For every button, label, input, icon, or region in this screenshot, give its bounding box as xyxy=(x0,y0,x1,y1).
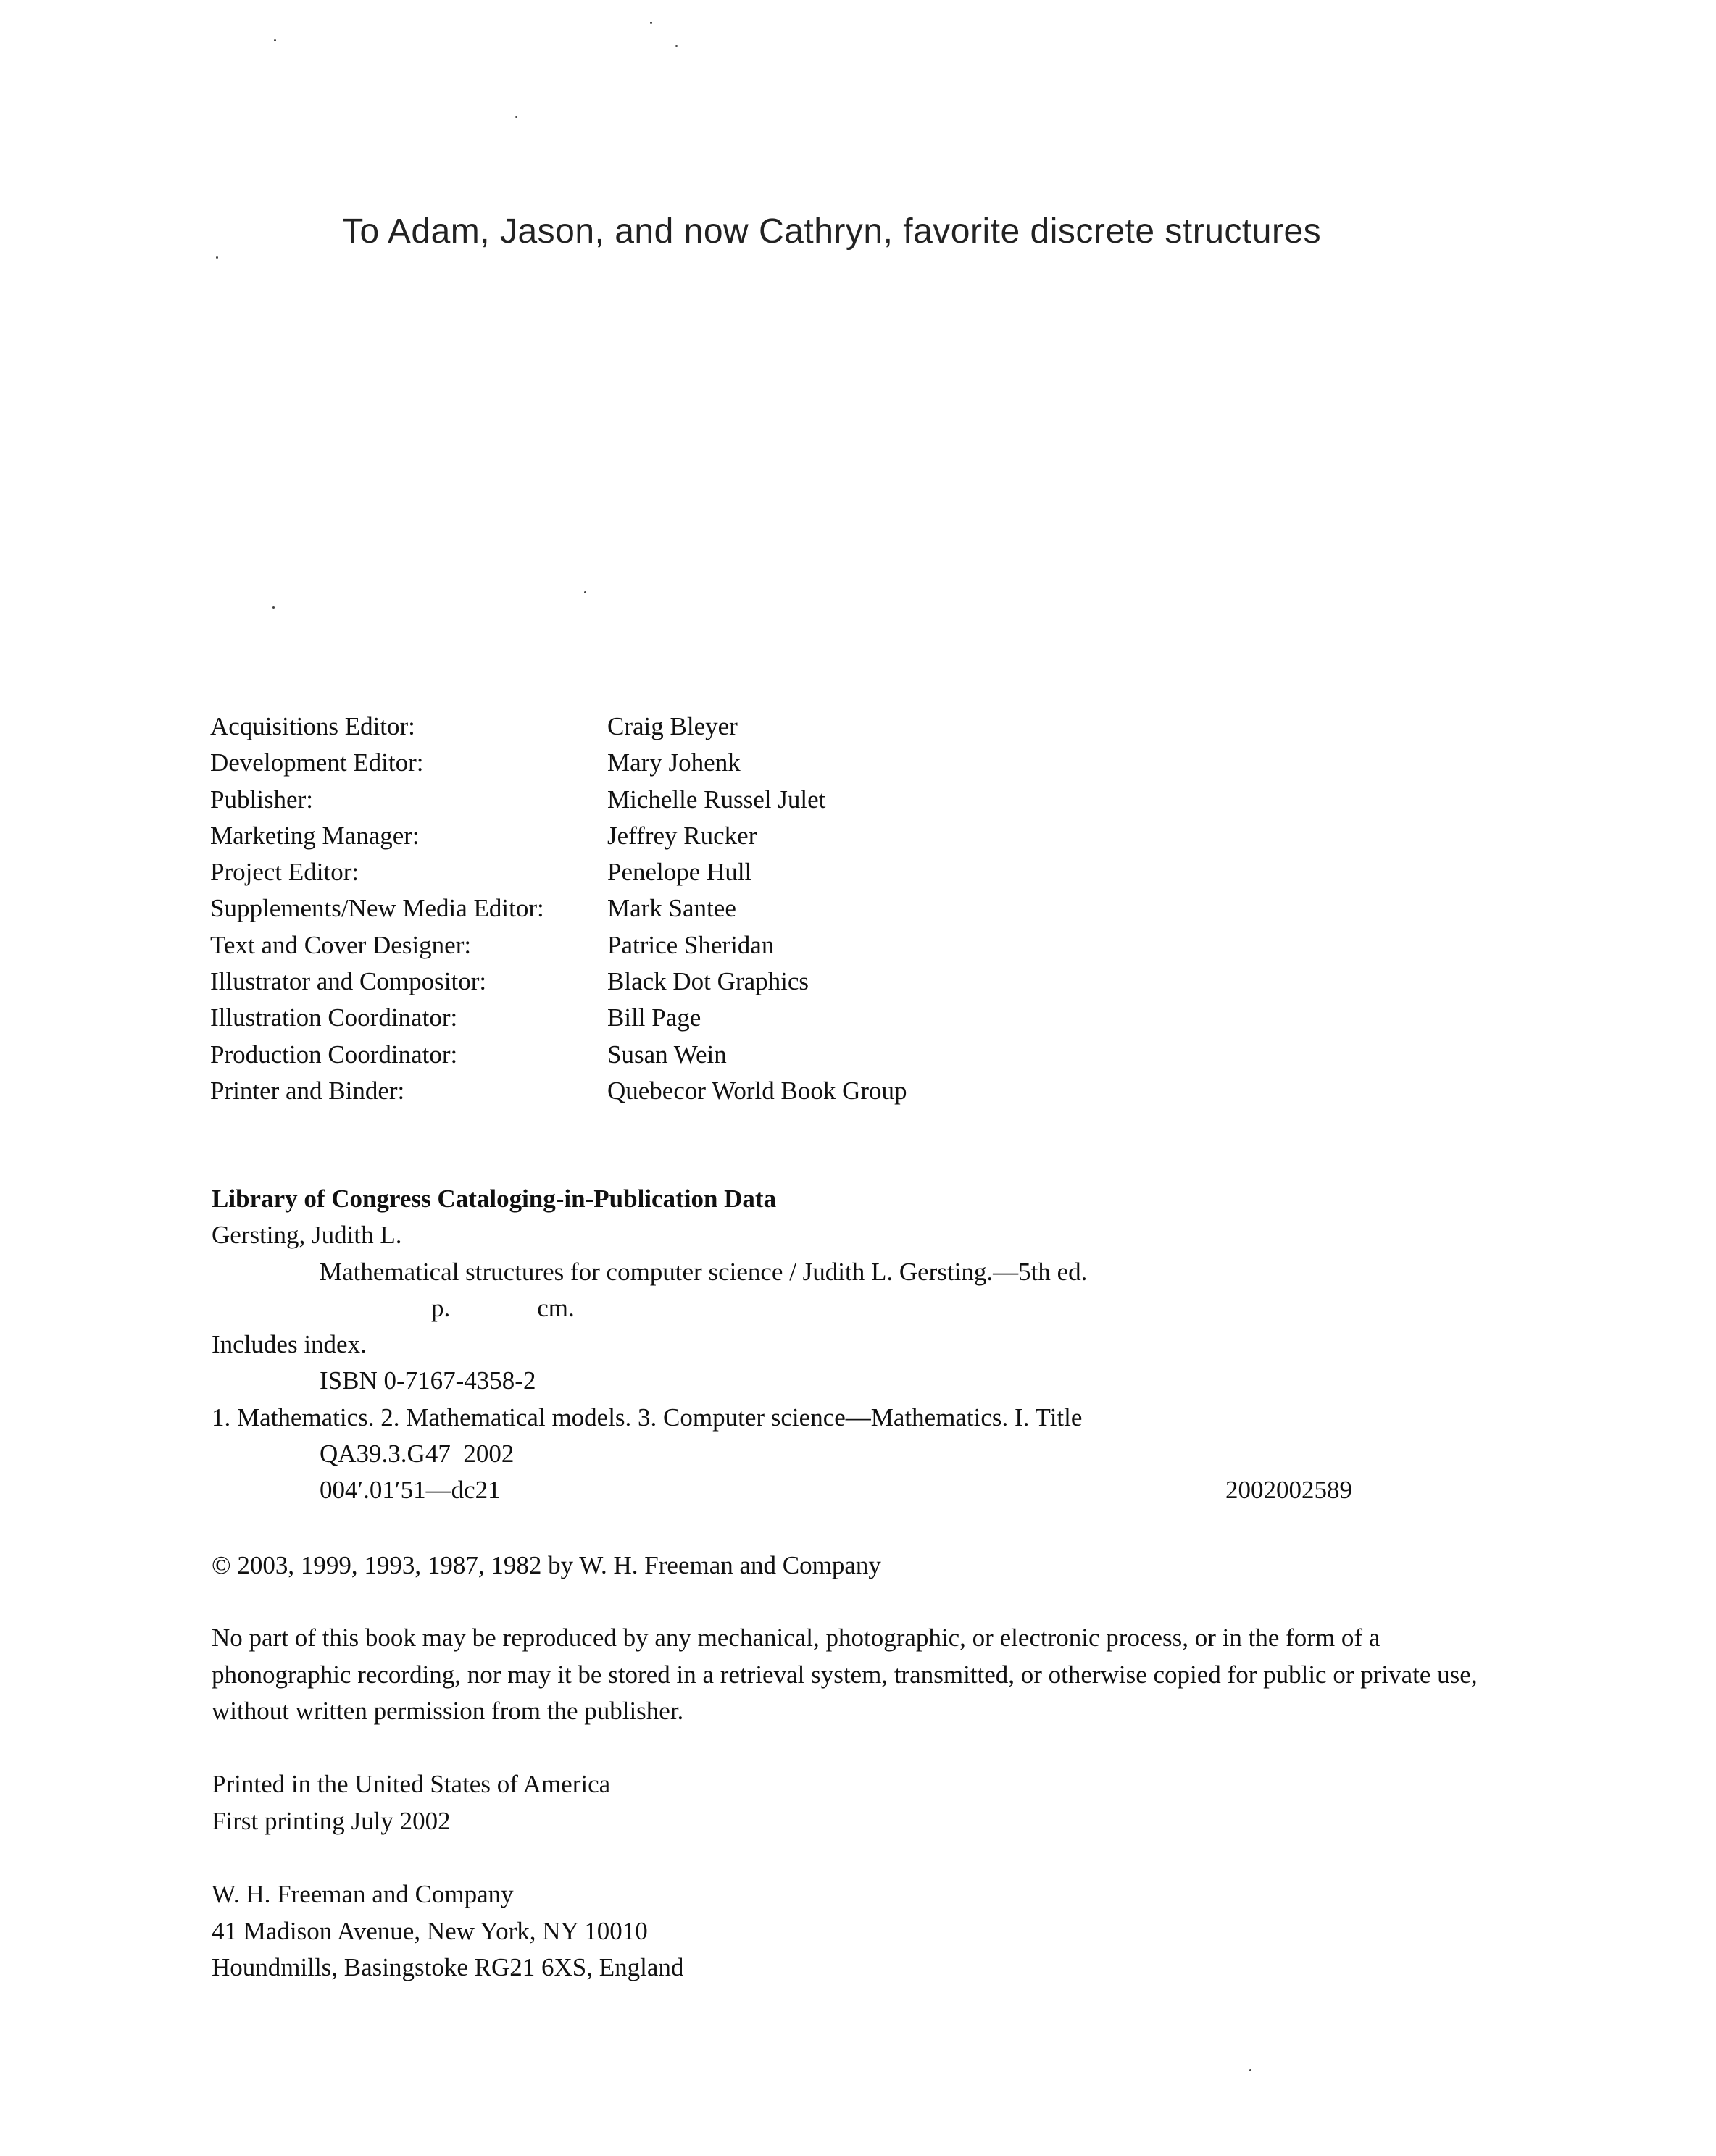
cip-title-line: Mathematical structures for computer science / Judith L. Gersting.—5th ed. xyxy=(320,1257,1088,1286)
cip-lccn: 2002002589 xyxy=(1225,1476,1352,1505)
scan-speck xyxy=(675,45,678,47)
cip-pages: p. xyxy=(431,1293,451,1322)
cip-heading: Library of Congress Cataloging-in-Publication Data xyxy=(212,1184,777,1213)
credit-name: Quebecor World Book Group xyxy=(607,1076,907,1105)
credit-role: Illustrator and Compositor: xyxy=(210,967,487,996)
credit-name: Penelope Hull xyxy=(607,858,752,887)
credit-row xyxy=(210,890,907,927)
rights-statement: No part of this book may be reproduced by any mechanical, photographic, or electronic process, or in the form of a phonographic recording, nor may it be stored in a retrieval system, transmitted, or otherwise copied for public or private use, without written permission from the publisher. xyxy=(212,1624,1478,1725)
first-printing: First printing July 2002 xyxy=(212,1806,451,1835)
credit-name: Patrice Sheridan xyxy=(607,930,775,959)
credit-name: Susan Wein xyxy=(607,1040,727,1069)
credit-row xyxy=(210,854,907,890)
credit-row xyxy=(210,1000,907,1036)
credit-role: Project Editor: xyxy=(210,858,359,887)
printed-country: Printed in the United States of America xyxy=(212,1770,611,1798)
credit-name: Black Dot Graphics xyxy=(607,967,809,996)
cip-dewey: 004′.01′51—dc21 xyxy=(320,1476,501,1505)
credit-role: Text and Cover Designer: xyxy=(210,930,472,959)
credit-name: Mark Santee xyxy=(607,894,736,923)
credit-role: Illustration Coordinator: xyxy=(210,1003,458,1032)
publisher-name: W. H. Freeman and Company xyxy=(212,1880,514,1908)
scan-speck xyxy=(1249,2069,1251,2071)
scan-speck xyxy=(584,591,586,593)
dedication: To Adam, Jason, and now Cathryn, favorite discrete structures xyxy=(342,212,1322,251)
copyright-notice: © 2003, 1999, 1993, 1987, 1982 by W. H. Freeman and Company xyxy=(212,1551,881,1579)
printing-info xyxy=(212,1766,610,1839)
scan-speck xyxy=(274,39,276,41)
scan-speck xyxy=(272,606,275,609)
scan-speck xyxy=(650,22,652,24)
credits-list xyxy=(210,709,907,1109)
credit-role: Production Coordinator: xyxy=(210,1040,458,1069)
credit-role: Supplements/New Media Editor: xyxy=(210,894,544,923)
credit-row xyxy=(210,782,907,818)
credit-row xyxy=(210,927,907,964)
credit-name: Bill Page xyxy=(607,1003,701,1032)
cip-index-note: Includes index. xyxy=(212,1330,367,1359)
cip-cm: cm. xyxy=(537,1293,575,1322)
credit-role: Publisher: xyxy=(210,785,313,814)
cip-subjects: 1. Mathematics. 2. Mathematical models. 3. Computer science—Mathematics. I. Title xyxy=(212,1403,1083,1432)
cip-physical-description xyxy=(212,1290,1371,1326)
credit-name: Mary Johenk xyxy=(607,748,741,777)
cip-isbn: ISBN 0-7167-4358-2 xyxy=(320,1366,536,1395)
credit-role: Acquisitions Editor: xyxy=(210,712,415,740)
credit-row xyxy=(210,1073,907,1109)
cip-author: Gersting, Judith L. xyxy=(212,1221,402,1250)
cip-lc-class: QA39.3.G47 2002 xyxy=(320,1440,515,1468)
credit-role: Marketing Manager: xyxy=(210,821,420,850)
credit-row xyxy=(210,745,907,781)
credit-role: Printer and Binder: xyxy=(210,1076,405,1105)
publisher-us-address: 41 Madison Avenue, New York, NY 10010 xyxy=(212,1916,648,1945)
cip-dewey-row xyxy=(212,1472,1371,1508)
credit-row xyxy=(210,964,907,1000)
publisher-address xyxy=(212,1876,683,1986)
credit-row xyxy=(210,818,907,854)
publisher-uk-address: Houndmills, Basingstoke RG21 6XS, England xyxy=(212,1953,684,1981)
credit-row xyxy=(210,1037,907,1073)
credit-name: Jeffrey Rucker xyxy=(607,821,757,850)
credit-name: Michelle Russel Julet xyxy=(607,785,826,814)
scan-speck xyxy=(216,256,218,259)
scan-speck xyxy=(515,116,517,118)
credit-row xyxy=(210,709,907,745)
cip-block xyxy=(212,1181,1371,1509)
credit-name: Craig Bleyer xyxy=(607,712,738,740)
credit-role: Development Editor: xyxy=(210,748,424,777)
